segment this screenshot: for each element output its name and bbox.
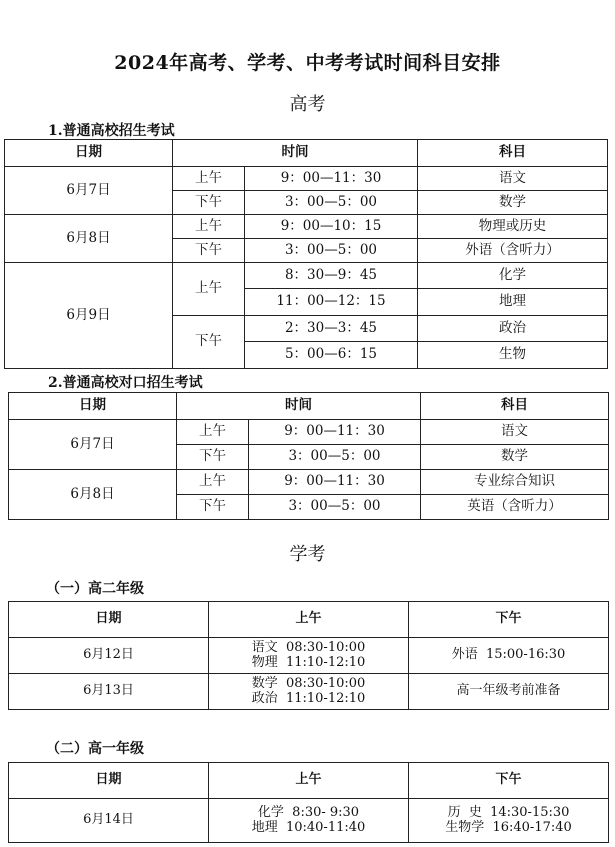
- date-cell: 6月8日: [9, 470, 177, 520]
- exam-entry: [409, 648, 608, 663]
- period-cell: 上午: [177, 470, 249, 495]
- table-row: [9, 799, 609, 843]
- time-text: 10:40-11:40: [285, 819, 366, 835]
- exam-entry: [209, 677, 408, 692]
- date-cell: 6月13日: [9, 674, 209, 710]
- morning-cell: [209, 799, 409, 843]
- time-cell: 9：00—10：15: [245, 215, 418, 239]
- time-text: 8:30- 9:30: [292, 804, 360, 820]
- exam-entry: [209, 692, 408, 707]
- period-cell: 上午: [173, 263, 245, 316]
- date-cell: 6月8日: [5, 215, 173, 263]
- gaokao-heading: 高考: [289, 94, 326, 115]
- time-text: 11:10-12:10: [285, 690, 366, 706]
- exam-entry: [209, 641, 408, 656]
- period-cell: 上午: [173, 167, 245, 191]
- table-row: [5, 263, 608, 289]
- subject-cell: 地理: [418, 289, 608, 316]
- subject-cell: 外语（含听力）: [418, 239, 608, 263]
- table-row: [9, 420, 609, 445]
- time-cell: 3：00—5：00: [249, 445, 421, 470]
- morning-cell: [209, 674, 409, 710]
- date-cell: 6月7日: [9, 420, 177, 470]
- time-cell: 2：30—3：45: [245, 316, 418, 342]
- table-header-row: [5, 140, 608, 167]
- header-subject: 科目: [418, 140, 608, 167]
- time-text: 14:30-15:30: [490, 804, 570, 820]
- subject-cell: 语文: [421, 420, 609, 445]
- table-row: [9, 638, 609, 674]
- subject-cell: 政治: [418, 316, 608, 342]
- period-cell: 下午: [173, 239, 245, 263]
- date-cell: 6月14日: [9, 799, 209, 843]
- xuekao-grade2-table: [8, 601, 609, 710]
- exam-entry: [209, 806, 408, 821]
- subject-text: 化学: [257, 804, 284, 820]
- time-text: 08:30-10:00: [285, 639, 366, 655]
- header-date: 日期: [5, 140, 173, 167]
- subject-text: 历 史: [447, 804, 482, 820]
- period-cell: 下午: [177, 445, 249, 470]
- gaokao-vocational-subtitle: 2.普通高校对口招生考试: [48, 375, 203, 391]
- subject-text: 地理: [251, 819, 278, 835]
- time-cell: 9：00—11：30: [249, 470, 421, 495]
- period-cell: 下午: [173, 316, 245, 369]
- xuekao-heading: 学考: [289, 544, 326, 565]
- header-date: 日期: [9, 393, 177, 420]
- table-row: [9, 470, 609, 495]
- subject-cell: 生物: [418, 342, 608, 369]
- table-row: [5, 215, 608, 239]
- time-cell: 3：00—5：00: [245, 239, 418, 263]
- subject-text: 生物学: [445, 819, 485, 835]
- time-text: 15:00-16:30: [485, 647, 566, 663]
- table-row: [5, 167, 608, 191]
- time-cell: 3：00—5：00: [249, 495, 421, 520]
- date-cell: 6月7日: [5, 167, 173, 215]
- subject-text: 外语: [451, 647, 478, 663]
- header-date: 日期: [9, 602, 209, 638]
- date-cell: 6月9日: [5, 263, 173, 369]
- time-cell: 9：00—11：30: [245, 167, 418, 191]
- time-text: 08:30-10:00: [285, 675, 366, 691]
- table-header-row: [9, 602, 609, 638]
- subject-cell: 物理或历史: [418, 215, 608, 239]
- gaokao-general-table: [4, 139, 608, 369]
- subject-cell: 化学: [418, 263, 608, 289]
- xuekao-grade1-table: [8, 762, 609, 843]
- subject-text: 物理: [251, 654, 278, 670]
- header-time: 时间: [177, 393, 421, 420]
- time-cell: 9：00—11：30: [249, 420, 421, 445]
- gaokao-vocational-table: [8, 392, 609, 520]
- subject-cell: 专业综合知识: [421, 470, 609, 495]
- subject-cell: 英语（含听力）: [421, 495, 609, 520]
- header-afternoon: 下午: [409, 763, 609, 799]
- exam-entry: [409, 821, 608, 836]
- time-cell: 3：00—5：00: [245, 191, 418, 215]
- header-time: 时间: [173, 140, 418, 167]
- subject-text: 数学: [251, 675, 278, 691]
- xuekao-grade2-subtitle: （一）高二年级: [46, 581, 144, 597]
- subject-text: 语文: [251, 639, 278, 655]
- header-subject: 科目: [421, 393, 609, 420]
- xuekao-grade1-subtitle: （二）高一年级: [46, 741, 144, 757]
- period-cell: 下午: [177, 495, 249, 520]
- exam-entry: [209, 656, 408, 671]
- time-cell: 11：00—12：15: [245, 289, 418, 316]
- morning-cell: [209, 638, 409, 674]
- header-morning: 上午: [209, 763, 409, 799]
- subject-cell: 语文: [418, 167, 608, 191]
- table-header-row: [9, 393, 609, 420]
- page-title: 2024年高考、学考、中考考试时间科目安排: [114, 52, 501, 74]
- time-text: 11:10-12:10: [285, 654, 366, 670]
- header-date: 日期: [9, 763, 209, 799]
- header-afternoon: 下午: [409, 602, 609, 638]
- subject-cell: 数学: [421, 445, 609, 470]
- gaokao-general-subtitle: 1.普通高校招生考试: [48, 123, 175, 139]
- table-row: [9, 674, 609, 710]
- period-cell: 上午: [173, 215, 245, 239]
- time-cell: 5：00—6：15: [245, 342, 418, 369]
- afternoon-cell: [409, 799, 609, 843]
- time-text: 16:40-17:40: [492, 819, 572, 835]
- afternoon-cell: [409, 638, 609, 674]
- exam-entry: [209, 821, 408, 836]
- period-cell: 上午: [177, 420, 249, 445]
- time-cell: 8：30—9：45: [245, 263, 418, 289]
- header-morning: 上午: [209, 602, 409, 638]
- date-cell: 6月12日: [9, 638, 209, 674]
- afternoon-note: 高一年级考前准备: [409, 674, 609, 710]
- subject-cell: 数学: [418, 191, 608, 215]
- period-cell: 下午: [173, 191, 245, 215]
- exam-entry: [409, 806, 608, 821]
- table-header-row: [9, 763, 609, 799]
- subject-text: 政治: [251, 690, 278, 706]
